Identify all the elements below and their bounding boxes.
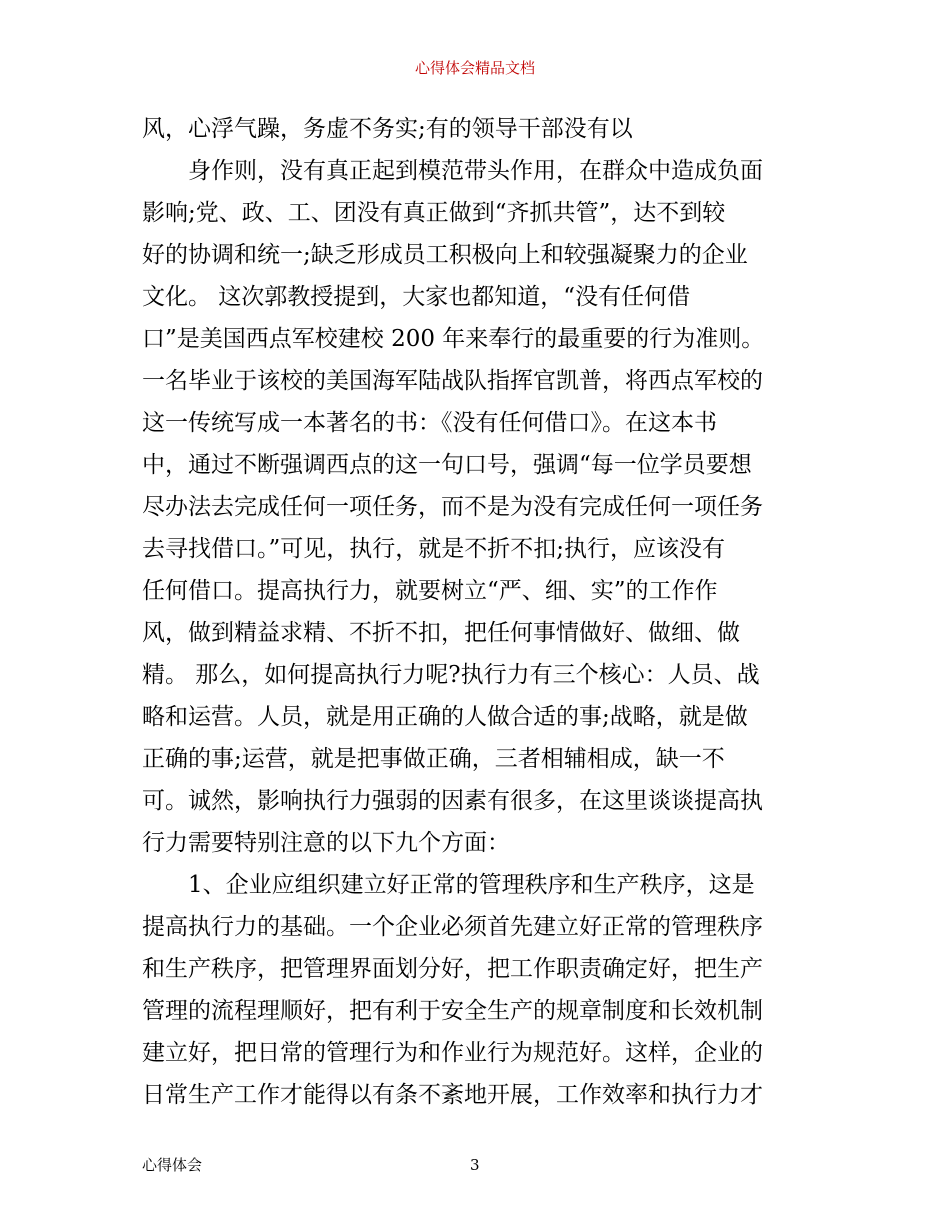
page-number: 3 [470, 1156, 480, 1174]
text-line: 任何借口。提高执行力，就要树立“严、细、实”的工作作 [142, 578, 718, 604]
text-line: 风，心浮气躁，务虚不务实;有的领导干部没有以 [142, 116, 633, 142]
text-line: 一名毕业于该校的美国海军陆战队指挥官凯普，将西点军校的 [142, 368, 763, 394]
text-line: 提高执行力的基础。一个企业必须首先建立好正常的管理秩序 [142, 914, 763, 940]
text-line: 1、企业应组织建立好正常的管理秩序和生产秩序，这是 [188, 872, 755, 898]
text-line: 可。诚然，影响执行力强弱的因素有很多，在这里谈谈提高执 [142, 788, 763, 814]
text-line: 日常生产工作才能得以有条不紊地开展，工作效率和执行力才 [142, 1082, 763, 1108]
text-line: 尽办法去完成任何一项任务，而不是为没有完成任何一项任务 [142, 494, 763, 520]
document-body [142, 108, 818, 1116]
text-line: 行力需要特别注意的以下九个方面： [142, 830, 510, 856]
text-line: 去寻找借口。”可见，执行，就是不折不扣;执行，应该没有 [142, 536, 726, 562]
document-header-title: 心得体会精品文档 [414, 59, 535, 77]
text-line: 管理的流程理顺好，把有利于安全生产的规章制度和长效机制 [142, 998, 763, 1024]
text-line: 正确的事;运营，就是把事做正确，三者相辅相成，缺一不 [142, 746, 725, 772]
footer-label: 心得体会 [142, 1156, 203, 1174]
text-line: 略和运营。人员，就是用正确的人做合适的事;战略，就是做 [142, 704, 748, 730]
text-line: 这一传统写成一本著名的书：《没有任何借口》。在这本书 [142, 410, 717, 436]
text-line: 中，通过不断强调西点的这一句口号，强调“每一位学员要想 [142, 452, 752, 478]
text-line: 好的协调和统一;缺乏形成员工积极向上和较强凝聚力的企业 [142, 242, 748, 268]
text-line: 影响;党、政、工、团没有真正做到“齐抓共管”，达不到较 [142, 200, 726, 226]
text-line: 文化。 这次郭教授提到，大家也都知道，“没有任何借 [142, 284, 691, 310]
text-line: 建立好，把日常的管理行为和作业行为规范好。这样，企业的 [142, 1040, 763, 1066]
text-line: 和生产秩序，把管理界面划分好，把工作职责确定好，把生产 [142, 956, 763, 982]
text-line: 身作则，没有真正起到模范带头作用，在群众中造成负面 [188, 158, 763, 184]
text-line: 风，做到精益求精、不折不扣，把任何事情做好、做细、做 [142, 620, 740, 646]
text-line: 口”是美国西点军校建校 200 年来奉行的最重要的行为准则。 [142, 326, 765, 352]
text-line: 精。 那么，如何提高执行力呢?执行力有三个核心：人员、战 [142, 662, 760, 688]
